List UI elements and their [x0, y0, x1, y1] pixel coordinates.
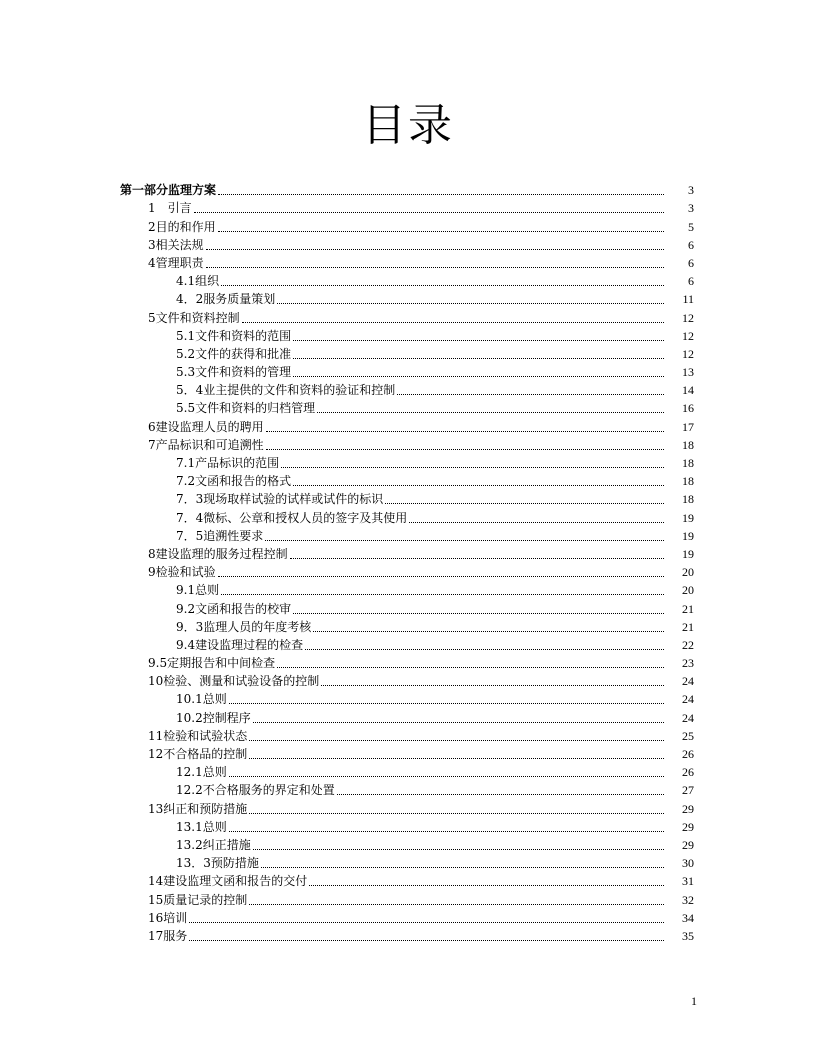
toc-entry-page-number: 18: [682, 492, 694, 507]
toc-dot-leader: [229, 702, 664, 704]
toc-entry-label: 9.4建设监理过程的检查: [176, 637, 304, 652]
toc-entry-label: 13．3预防措施: [176, 856, 259, 871]
toc-dot-leader: [253, 848, 664, 850]
toc-dot-leader: [189, 939, 664, 941]
toc-dot-leader: [266, 430, 664, 432]
toc-dot-leader: [249, 739, 664, 741]
toc-entry-page-number: 18: [682, 456, 694, 470]
toc-dot-leader: [409, 521, 664, 523]
toc-entry[interactable]: [0, 253, 816, 271]
toc-dot-leader: [249, 757, 664, 759]
toc-entry-label: 7．3现场取样试验的试样或试件的标识: [176, 492, 384, 507]
toc-entry-label: 5.3文件和资料的管理: [176, 365, 292, 380]
toc-entry[interactable]: [0, 744, 816, 762]
toc-dot-leader: [293, 612, 664, 614]
toc-entry[interactable]: [0, 344, 816, 362]
toc-entry[interactable]: [0, 507, 816, 525]
toc-entry[interactable]: [0, 216, 816, 234]
toc-entry[interactable]: [0, 271, 816, 289]
toc-entry[interactable]: [0, 544, 816, 562]
toc-dot-leader: [249, 903, 664, 905]
toc-entry[interactable]: [0, 398, 816, 416]
toc-entry-page-number: 32: [682, 892, 694, 907]
toc-dot-leader: [317, 411, 664, 413]
toc-entry[interactable]: [0, 489, 816, 507]
toc-dot-leader: [277, 302, 664, 304]
toc-entry[interactable]: [0, 362, 816, 380]
page-title: 目录: [362, 100, 454, 151]
toc-entry-page-number: 22: [682, 637, 694, 652]
toc-entry-label: 4管理职责: [148, 255, 204, 270]
toc-entry-page-number: 12: [682, 346, 694, 361]
toc-entry-label: 4.1组织: [176, 274, 220, 289]
toc-entry-page-number: 23: [682, 656, 694, 671]
toc-entry[interactable]: [0, 435, 816, 453]
toc-entry-page-number: 17: [682, 419, 694, 434]
toc-entry[interactable]: [0, 889, 816, 907]
toc-entry[interactable]: [0, 198, 816, 216]
toc-entry-label: 9.1总则: [176, 583, 220, 598]
toc-entry-label: 10检验、测量和试验设备的控制: [148, 674, 320, 689]
toc-dot-leader: [253, 721, 664, 723]
toc-entry-label: 7.2文函和报告的格式: [176, 474, 292, 489]
toc-entry[interactable]: [0, 307, 816, 325]
toc-entry-page-number: 19: [682, 546, 694, 561]
toc-entry-label: 5.2文件的获得和批准: [176, 346, 292, 361]
toc-entry-page-number: 5: [688, 219, 694, 234]
toc-entry-label: 7．5追溯性要求: [176, 528, 264, 543]
toc-entry-label: 1 引言: [148, 201, 192, 216]
toc-entry-page-number: 18: [682, 474, 694, 489]
toc-dot-leader: [313, 630, 664, 632]
toc-dot-leader: [229, 775, 664, 777]
toc-dot-leader: [189, 921, 664, 923]
toc-entry[interactable]: [0, 235, 816, 253]
toc-dot-leader: [218, 230, 664, 232]
toc-entry[interactable]: [0, 526, 816, 544]
toc-entry-page-number: 24: [682, 674, 694, 689]
toc-entry-page-number: 6: [688, 274, 694, 289]
toc-entry-label: 9.5定期报告和中间检查: [148, 656, 276, 671]
toc-dot-leader: [293, 484, 664, 486]
toc-entry-label: 7产品标识和可追溯性: [148, 437, 264, 452]
toc-entry-page-number: 29: [682, 837, 694, 852]
toc-entry[interactable]: [0, 617, 816, 635]
toc-entry-page-number: 19: [682, 528, 694, 543]
toc-entry-page-number: 24: [682, 710, 694, 725]
toc-entry[interactable]: [0, 853, 816, 871]
toc-entry-page-number: 18: [682, 437, 694, 452]
toc-entry[interactable]: [0, 635, 816, 653]
toc-entry-page-number: 29: [682, 819, 694, 834]
toc-entry-page-number: 25: [682, 728, 694, 743]
toc-dot-leader: [242, 321, 664, 323]
toc-entry-page-number: 20: [682, 565, 694, 580]
toc-dot-leader: [265, 539, 664, 541]
toc-dot-leader: [309, 884, 664, 886]
toc-entry-page-number: 27: [682, 783, 694, 798]
toc-entry[interactable]: [0, 707, 816, 725]
toc-entry[interactable]: [0, 908, 816, 926]
toc-entry-page-number: 31: [682, 874, 694, 889]
toc-dot-leader: [229, 830, 664, 832]
toc-entry-label: 13纠正和预防措施: [148, 801, 248, 816]
toc-dot-leader: [221, 593, 664, 595]
toc-dot-leader: [305, 648, 664, 650]
toc-dot-leader: [249, 812, 664, 814]
toc-entry-label: 13.1总则: [176, 819, 227, 834]
toc-dot-leader: [281, 466, 664, 468]
toc-entry-label: 15质量记录的控制: [148, 892, 248, 907]
toc-entry[interactable]: [0, 871, 816, 889]
toc-entry[interactable]: [0, 926, 816, 944]
toc-entry[interactable]: [0, 671, 816, 689]
toc-entry-label: 5文件和资料控制: [148, 310, 240, 325]
toc-entry[interactable]: [0, 817, 816, 835]
toc-dot-leader: [385, 502, 664, 504]
toc-entry[interactable]: [0, 471, 816, 489]
toc-entry-label: 11检验和试验状态: [148, 728, 248, 743]
toc-entry-page-number: 24: [682, 692, 694, 707]
toc-entry[interactable]: [0, 580, 816, 598]
toc-dot-leader: [293, 339, 664, 341]
toc-entry-page-number: 21: [682, 601, 694, 616]
toc-dot-leader: [277, 666, 664, 668]
toc-dot-leader: [218, 193, 664, 195]
toc-entry[interactable]: [0, 453, 816, 471]
toc-entry-page-number: 34: [682, 910, 694, 925]
toc-entry-label: 16培训: [148, 910, 188, 925]
toc-entry[interactable]: [0, 380, 816, 398]
toc-entry-page-number: 3: [688, 183, 694, 198]
toc-entry-label: 7．4微标、公章和授权人员的签字及其使用: [176, 510, 408, 525]
toc-entry-label: 4．2服务质量策划: [176, 292, 276, 307]
toc-entry[interactable]: [0, 798, 816, 816]
toc-entry-label: 9．3监理人员的年度考核: [176, 619, 312, 634]
toc-entry-page-number: 11: [682, 292, 694, 307]
toc-dot-leader: [321, 684, 664, 686]
toc-entry-page-number: 21: [682, 619, 694, 634]
toc-dot-leader: [266, 448, 664, 450]
toc-entry-page-number: 30: [682, 856, 694, 871]
toc-entry-label: 5．4业主提供的文件和资料的验证和控制: [176, 383, 396, 398]
toc-entry[interactable]: [0, 726, 816, 744]
toc-entry[interactable]: [0, 653, 816, 671]
toc-entry-page-number: 14: [682, 383, 694, 398]
toc-dot-leader: [261, 866, 664, 868]
toc-entry-label: 13.2纠正措施: [176, 837, 251, 852]
toc-entry-page-number: 3: [688, 201, 694, 216]
toc-dot-leader: [194, 211, 664, 213]
toc-dot-leader: [293, 375, 664, 377]
toc-entry-page-number: 12: [682, 328, 694, 343]
toc-entry-label: 12.2不合格服务的界定和处置: [176, 783, 335, 798]
toc-entry-page-number: 6: [688, 255, 694, 270]
toc-dot-leader: [397, 393, 664, 395]
toc-dot-leader: [337, 793, 664, 795]
toc-entry-page-number: 35: [682, 928, 694, 943]
toc-entry-label: 第一部分监理方案: [120, 183, 217, 198]
toc-entry[interactable]: [0, 562, 816, 580]
toc-entry-page-number: 26: [682, 747, 694, 761]
toc-entry[interactable]: [0, 835, 816, 853]
toc-entry[interactable]: [0, 762, 816, 780]
toc-entry-label: 5.5文件和资料的归档管理: [176, 401, 316, 416]
toc-entry-label: 10.1总则: [176, 692, 227, 707]
table-of-contents: [0, 180, 816, 944]
toc-entry[interactable]: [0, 416, 816, 434]
toc-entry[interactable]: [0, 326, 816, 344]
toc-dot-leader: [290, 557, 664, 559]
toc-entry-label: 12.1总则: [176, 765, 227, 780]
toc-entry-label: 6建设监理人员的聘用: [148, 419, 264, 434]
toc-dot-leader: [206, 248, 664, 250]
toc-entry-label: 3相关法规: [148, 237, 204, 252]
toc-entry-label: 10.2控制程序: [176, 710, 251, 725]
toc-entry-page-number: 13: [682, 365, 694, 380]
toc-entry[interactable]: [0, 689, 816, 707]
toc-entry-label: 8建设监理的服务过程控制: [148, 546, 288, 561]
toc-entry[interactable]: [0, 289, 816, 307]
toc-entry-page-number: 26: [682, 765, 694, 780]
toc-entry-page-number: 12: [682, 310, 694, 325]
toc-entry-page-number: 20: [682, 583, 694, 598]
toc-dot-leader: [218, 575, 664, 577]
toc-entry-label: 14建设监理文函和报告的交付: [148, 874, 308, 889]
toc-entry-page-number: 6: [688, 237, 694, 252]
toc-entry-label: 7.1产品标识的范围: [176, 456, 280, 470]
toc-entry-label: 17服务: [148, 928, 188, 943]
toc-dot-leader: [206, 266, 664, 268]
toc-entry-label: 9.2文函和报告的校审: [176, 601, 292, 616]
toc-entry[interactable]: [0, 780, 816, 798]
toc-entry[interactable]: [0, 180, 816, 198]
toc-entry-label: 9检验和试验: [148, 565, 216, 580]
toc-dot-leader: [293, 357, 664, 359]
toc-entry-label: 2目的和作用: [148, 219, 216, 234]
toc-entry-label: 5.1文件和资料的范围: [176, 328, 292, 343]
toc-entry[interactable]: [0, 598, 816, 616]
toc-entry-page-number: 19: [682, 510, 694, 525]
toc-dot-leader: [221, 284, 664, 286]
toc-entry-label: 12不合格品的控制: [148, 747, 248, 761]
toc-entry-page-number: 29: [682, 801, 694, 816]
toc-entry-page-number: 16: [682, 401, 694, 416]
page-number: 1: [691, 994, 697, 1008]
